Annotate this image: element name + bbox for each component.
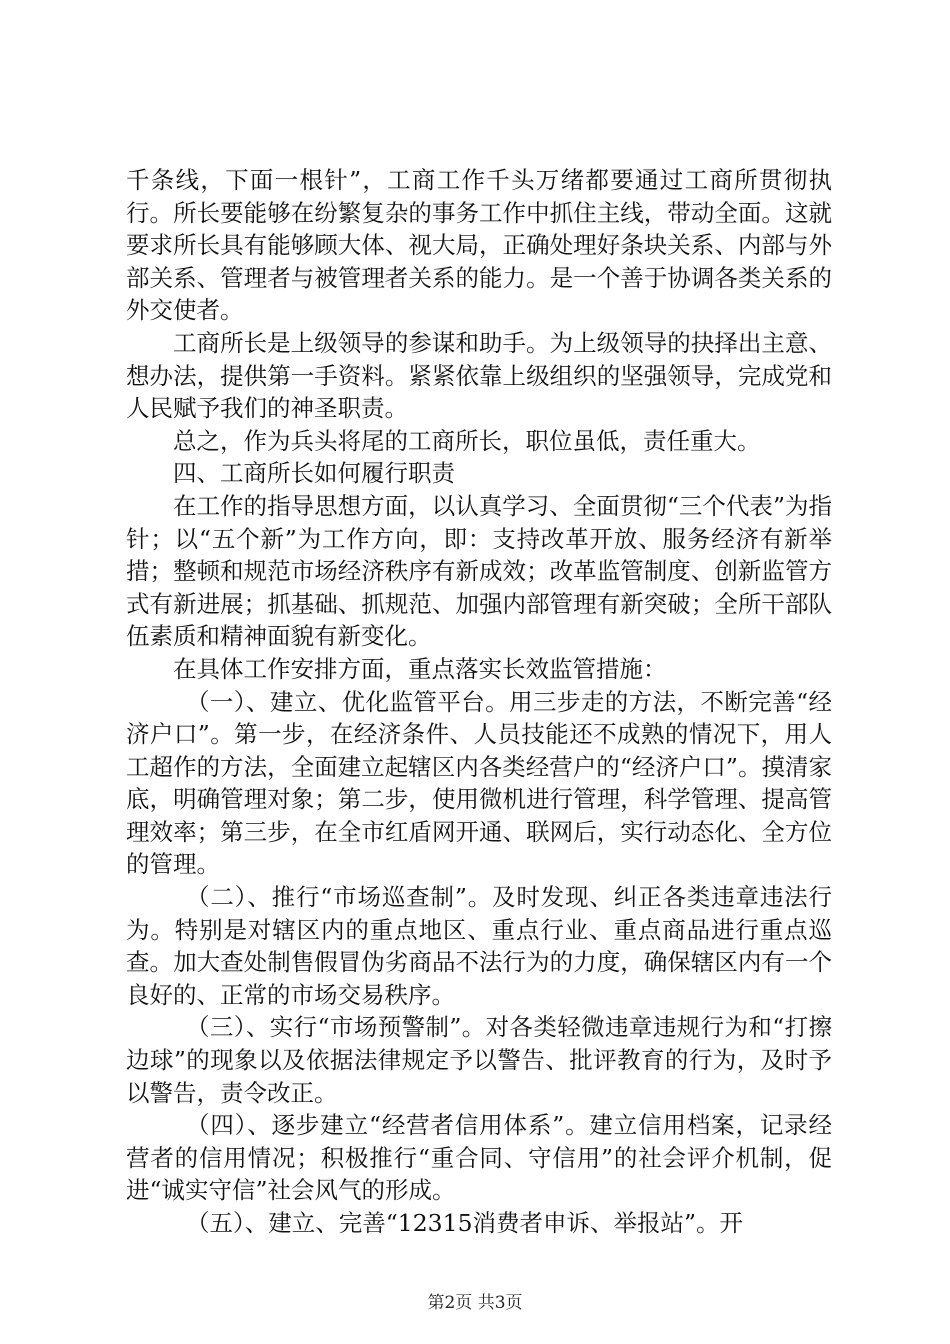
list-item-1: （一）、建立、优化监管平台。用三步走的方法，不断完善“经济户口”。第一步，在经济条件、人员技能还不成熟的情况下，用人工超作的方法，全面建立起辖区内各类经营户的“经济户口”。摸清家底，明确管理对象；第二步，使用微机进行管理，科学管理、提高管理效率；第三步，在全市红盾网开通、联网后，实行动态化、全方位的管理。: [126, 687, 832, 879]
page-number-footer: 第2页 共3页: [427, 1293, 523, 1313]
list-item-2: （二）、推行“市场巡查制”。及时发现、纠正各类违章违法行为。特别是对辖区内的重点地区、重点行业、重点商品进行重点巡查。加大查处制售假冒伪劣商品不法行为的力度，确保辖区内有一个良好的、正常的市场交易秩序。: [126, 883, 832, 1009]
paragraph-advisor-role: 工商所长是上级领导的参谋和助手。为上级领导的抉择出主意、想办法，提供第一手资料。紧紧依靠上级组织的坚强领导，完成党和人民赋予我们的神圣职责。: [126, 328, 832, 423]
paragraph-guiding-thought: 在工作的指导思想方面，以认真学习、全面贯彻“三个代表”为指针；以“五个新”为工作方向，即：支持改革开放、服务经济有新举措；整顿和规范市场经济秩序有新成效；改革监管制度、创新监管方式有新进展；抓基础、抓规范、加强内部管理有新突破；全所干部队伍素质和精神面貌有新变化。: [126, 491, 832, 651]
section-heading-4: 四、工商所长如何履行职责: [173, 459, 455, 488]
document-body: [126, 164, 832, 1240]
list-item-5: （五）、建立、完善“12315消费者申诉、举报站”。开: [186, 1209, 744, 1237]
paragraph-work-arrangement: 在具体工作安排方面，重点落实长效监管措施：: [173, 654, 667, 683]
list-item-4: （四）、逐步建立“经营者信用体系”。建立信用档案，记录经营者的信用情况；积极推行“重合同、守信用”的社会评介机制，促进“诚实守信”社会风气的形成。: [126, 1111, 832, 1205]
list-item-3: （三）、实行“市场预警制”。对各类轻微违章违规行为和“打擦边球”的现象以及依据法律规定予以警告、批评教育的行为，及时予以警告，责令改正。: [126, 1013, 832, 1107]
paragraph-continued: 千条线，下面一根针”，工商工作千头万绪都要通过工商所贯彻执行。所长要能够在纷繁复杂的事务工作中抓住主线，带动全面。这就要求所长具有能够顾大体、视大局，正确处理好条块关系、内部与外部关系、管理者与被管理者关系的能力。是一个善于协调各类关系的外交使者。: [126, 166, 832, 325]
paragraph-summary: 总之，作为兵头将尾的工商所长，职位虽低，责任重大。: [173, 426, 761, 455]
